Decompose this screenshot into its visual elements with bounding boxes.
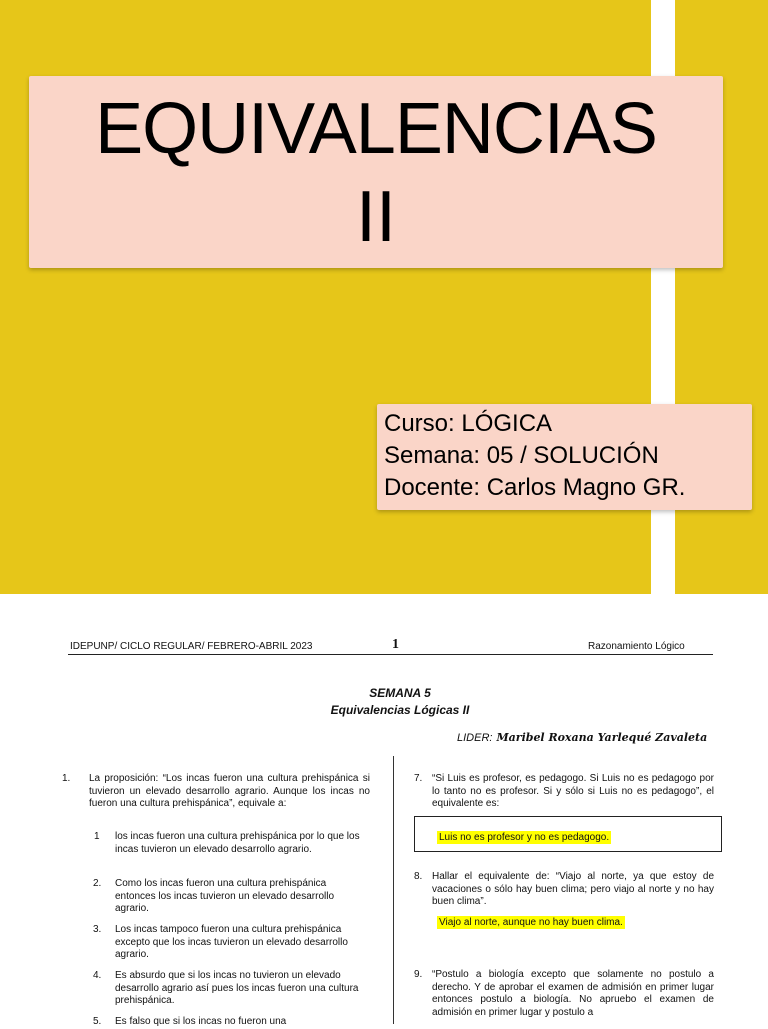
q8-number: 8.: [414, 871, 423, 882]
page-number: 1: [392, 637, 399, 652]
document-page: [0, 594, 768, 1027]
q8-answer: Viajo al norte, aunque no hay buen clima.: [439, 917, 623, 928]
q1-text: La proposición: “Los incas fueron una cultura prehispánica si tuvieron un elevado desarrollo agrario. Aunque los incas no fueron una cultura prehispánica”, equivale a:: [89, 773, 370, 809]
q1-number: 1.: [62, 773, 71, 784]
q9-number: 9.: [414, 969, 423, 980]
q9-text: “Postulo a biología excepto que solamente no postulo a derecho. Y de aprobar el examen de admisión en primer lugar entonces postulo a biología. No apruebo el examen de admisión en primer lugar y postulo a: [432, 969, 714, 1018]
leader-label: LIDER:: [457, 732, 493, 744]
course-info-box: [377, 404, 752, 510]
q1-option-text: Es falso que si los incas no fueron una: [115, 1016, 287, 1027]
document-subtitle: Equivalencias Lógicas II: [330, 703, 470, 717]
q1-option-text: Es absurdo que si los incas no tuvieron un elevado desarrollo agrario así pues los incas fueron una cultura prehispánica.: [115, 970, 359, 1006]
q1-option-number: 2.: [93, 878, 102, 889]
q1-option-number: 4.: [93, 970, 102, 981]
title-line-1: EQUIVALENCIAS: [95, 89, 657, 169]
column-separator: [393, 756, 394, 1024]
header-right: Razonamiento Lógico: [588, 641, 685, 652]
q7-answer: Luis no es profesor y no es pedagogo.: [439, 832, 610, 843]
q8-text: Hallar el equivalente de: “Viajo al norte, ya que estoy de vacaciones o sólo hay buen clima; pero viajo al norte y no hay buen clima”.: [432, 871, 714, 907]
q1-option-number: 5.: [93, 1016, 102, 1027]
q1-option-text: los incas fueron una cultura prehispánica por lo que los incas tuvieron un elevado desarrollo agrario.: [115, 831, 360, 855]
q1-option-number: 3.: [93, 924, 102, 935]
header-left: IDEPUNP/ CICLO REGULAR/ FEBRERO-ABRIL 2023: [70, 641, 313, 652]
q1-option-text: Como los incas fueron una cultura prehispánica entonces los incas tuvieron un elevado desarrollo agrario.: [115, 878, 335, 914]
title-line-2: II: [355, 177, 396, 257]
title-box: [29, 76, 723, 268]
week-label: Semana: 05 / SOLUCIÓN: [384, 442, 659, 469]
q1-option-number: 1: [94, 831, 100, 842]
q7-number: 7.: [414, 773, 423, 784]
leader-line: [457, 731, 707, 744]
q7-text: “Si Luis es profesor, es pedagogo. Si Luis no es pedagogo por lo tanto no es profesor. Si y sólo si Luis no es pedagogo”, el equivalente es:: [432, 773, 714, 809]
q1-option-text: Los incas tampoco fueron una cultura prehispánica excepto que los incas tuvieron un elevado desarrollo agrario.: [115, 924, 348, 960]
header-rule: [68, 654, 713, 655]
leader-name: Maribel Roxana Yarlequé Zavaleta: [496, 731, 708, 744]
course-label: Curso: LÓGICA: [384, 410, 553, 437]
week-title: SEMANA 5: [369, 686, 431, 700]
teacher-label: Docente: Carlos Magno GR.: [384, 474, 686, 501]
